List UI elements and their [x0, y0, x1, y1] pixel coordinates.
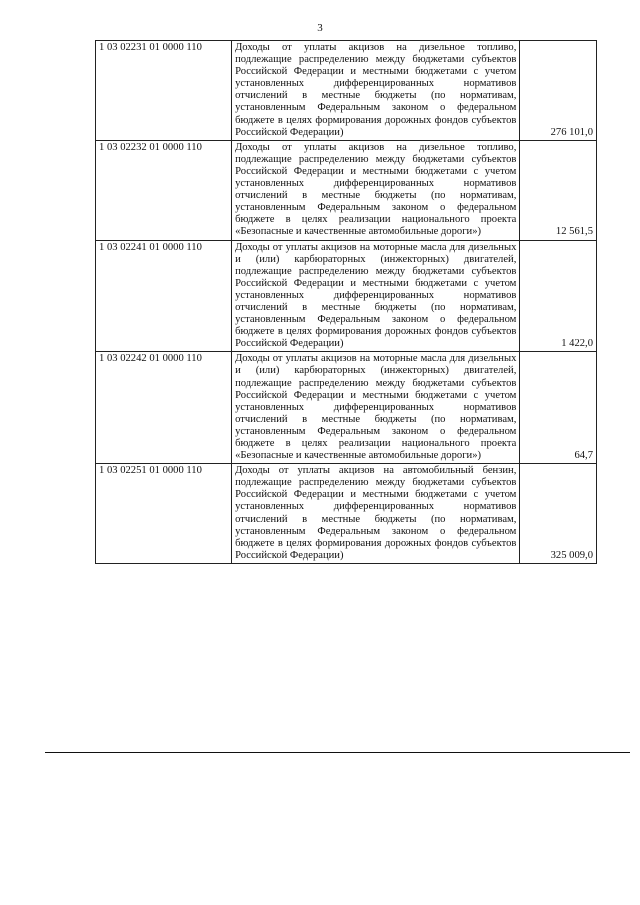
table-row — [96, 352, 597, 464]
table-row — [96, 140, 597, 240]
amount-cell: 64,7 — [520, 352, 597, 464]
page-number: 3 — [317, 22, 323, 34]
budget-code-cell: 1 03 02251 01 0000 110 — [96, 464, 232, 564]
budget-code-cell: 1 03 02231 01 0000 110 — [96, 41, 232, 141]
amount-cell: 1 422,0 — [520, 240, 597, 352]
table-row — [96, 41, 597, 141]
revenue-table — [95, 40, 597, 564]
footer-divider — [45, 752, 630, 753]
amount-cell: 276 101,0 — [520, 41, 597, 141]
table-row — [96, 240, 597, 352]
table-row — [96, 464, 597, 564]
amount-cell: 12 561,5 — [520, 140, 597, 240]
description-cell: Доходы от уплаты акцизов на автомобильный бензин, подлежащие распределению между бюджетами субъектов Российской Федерации и местными бюджетами с учетом установленных дифференцированных нормативов отчислений в местные бюджеты (по нормативам, установленным Федеральным законом о федеральном бюджете в целях формирования дорожных фондов субъектов Российской Федерации) — [232, 464, 520, 564]
amount-cell: 325 009,0 — [520, 464, 597, 564]
budget-code-cell: 1 03 02241 01 0000 110 — [96, 240, 232, 352]
budget-code-cell: 1 03 02232 01 0000 110 — [96, 140, 232, 240]
description-cell: Доходы от уплаты акцизов на моторные масла для дизельных и (или) карбюраторных (инжекторных) двигателей, подлежащие распределению между бюджетами субъектов Российской Федерации и местными бюджетами с учетом установленных дифференцированных нормативов отчислений в местные бюджеты (по нормативам, установленным Федеральным законом о федеральном бюджете в целях формирования дорожных фондов субъектов Российской Федерации) — [232, 240, 520, 352]
description-cell: Доходы от уплаты акцизов на моторные масла для дизельных и (или) карбюраторных (инжекторных) двигателей, подлежащие распределению между бюджетами субъектов Российской Федерации и местными бюджетами с учетом установленных дифференцированных нормативов отчислений в местные бюджеты (по нормативам, установленным Федеральным законом о федеральном бюджете в целях реализации национального проекта «Безопасные и качественные автомобильные дороги») — [232, 352, 520, 464]
description-cell: Доходы от уплаты акцизов на дизельное топливо, подлежащие распределению между бюджетами субъектов Российской Федерации и местными бюджетами с учетом установленных дифференцированных нормативов отчислений в местные бюджеты (по нормативам, установленным Федеральным законом о федеральном бюджете в целях реализации национального проекта «Безопасные и качественные автомобильные дороги») — [232, 140, 520, 240]
budget-code-cell: 1 03 02242 01 0000 110 — [96, 352, 232, 464]
description-cell: Доходы от уплаты акцизов на дизельное топливо, подлежащие распределению между бюджетами субъектов Российской Федерации и местными бюджетами с учетом установленных дифференцированных нормативов отчислений в местные бюджеты (по нормативам, установленным Федеральным законом о федеральном бюджете в целях формирования дорожных фондов субъектов Российской Федерации) — [232, 41, 520, 141]
